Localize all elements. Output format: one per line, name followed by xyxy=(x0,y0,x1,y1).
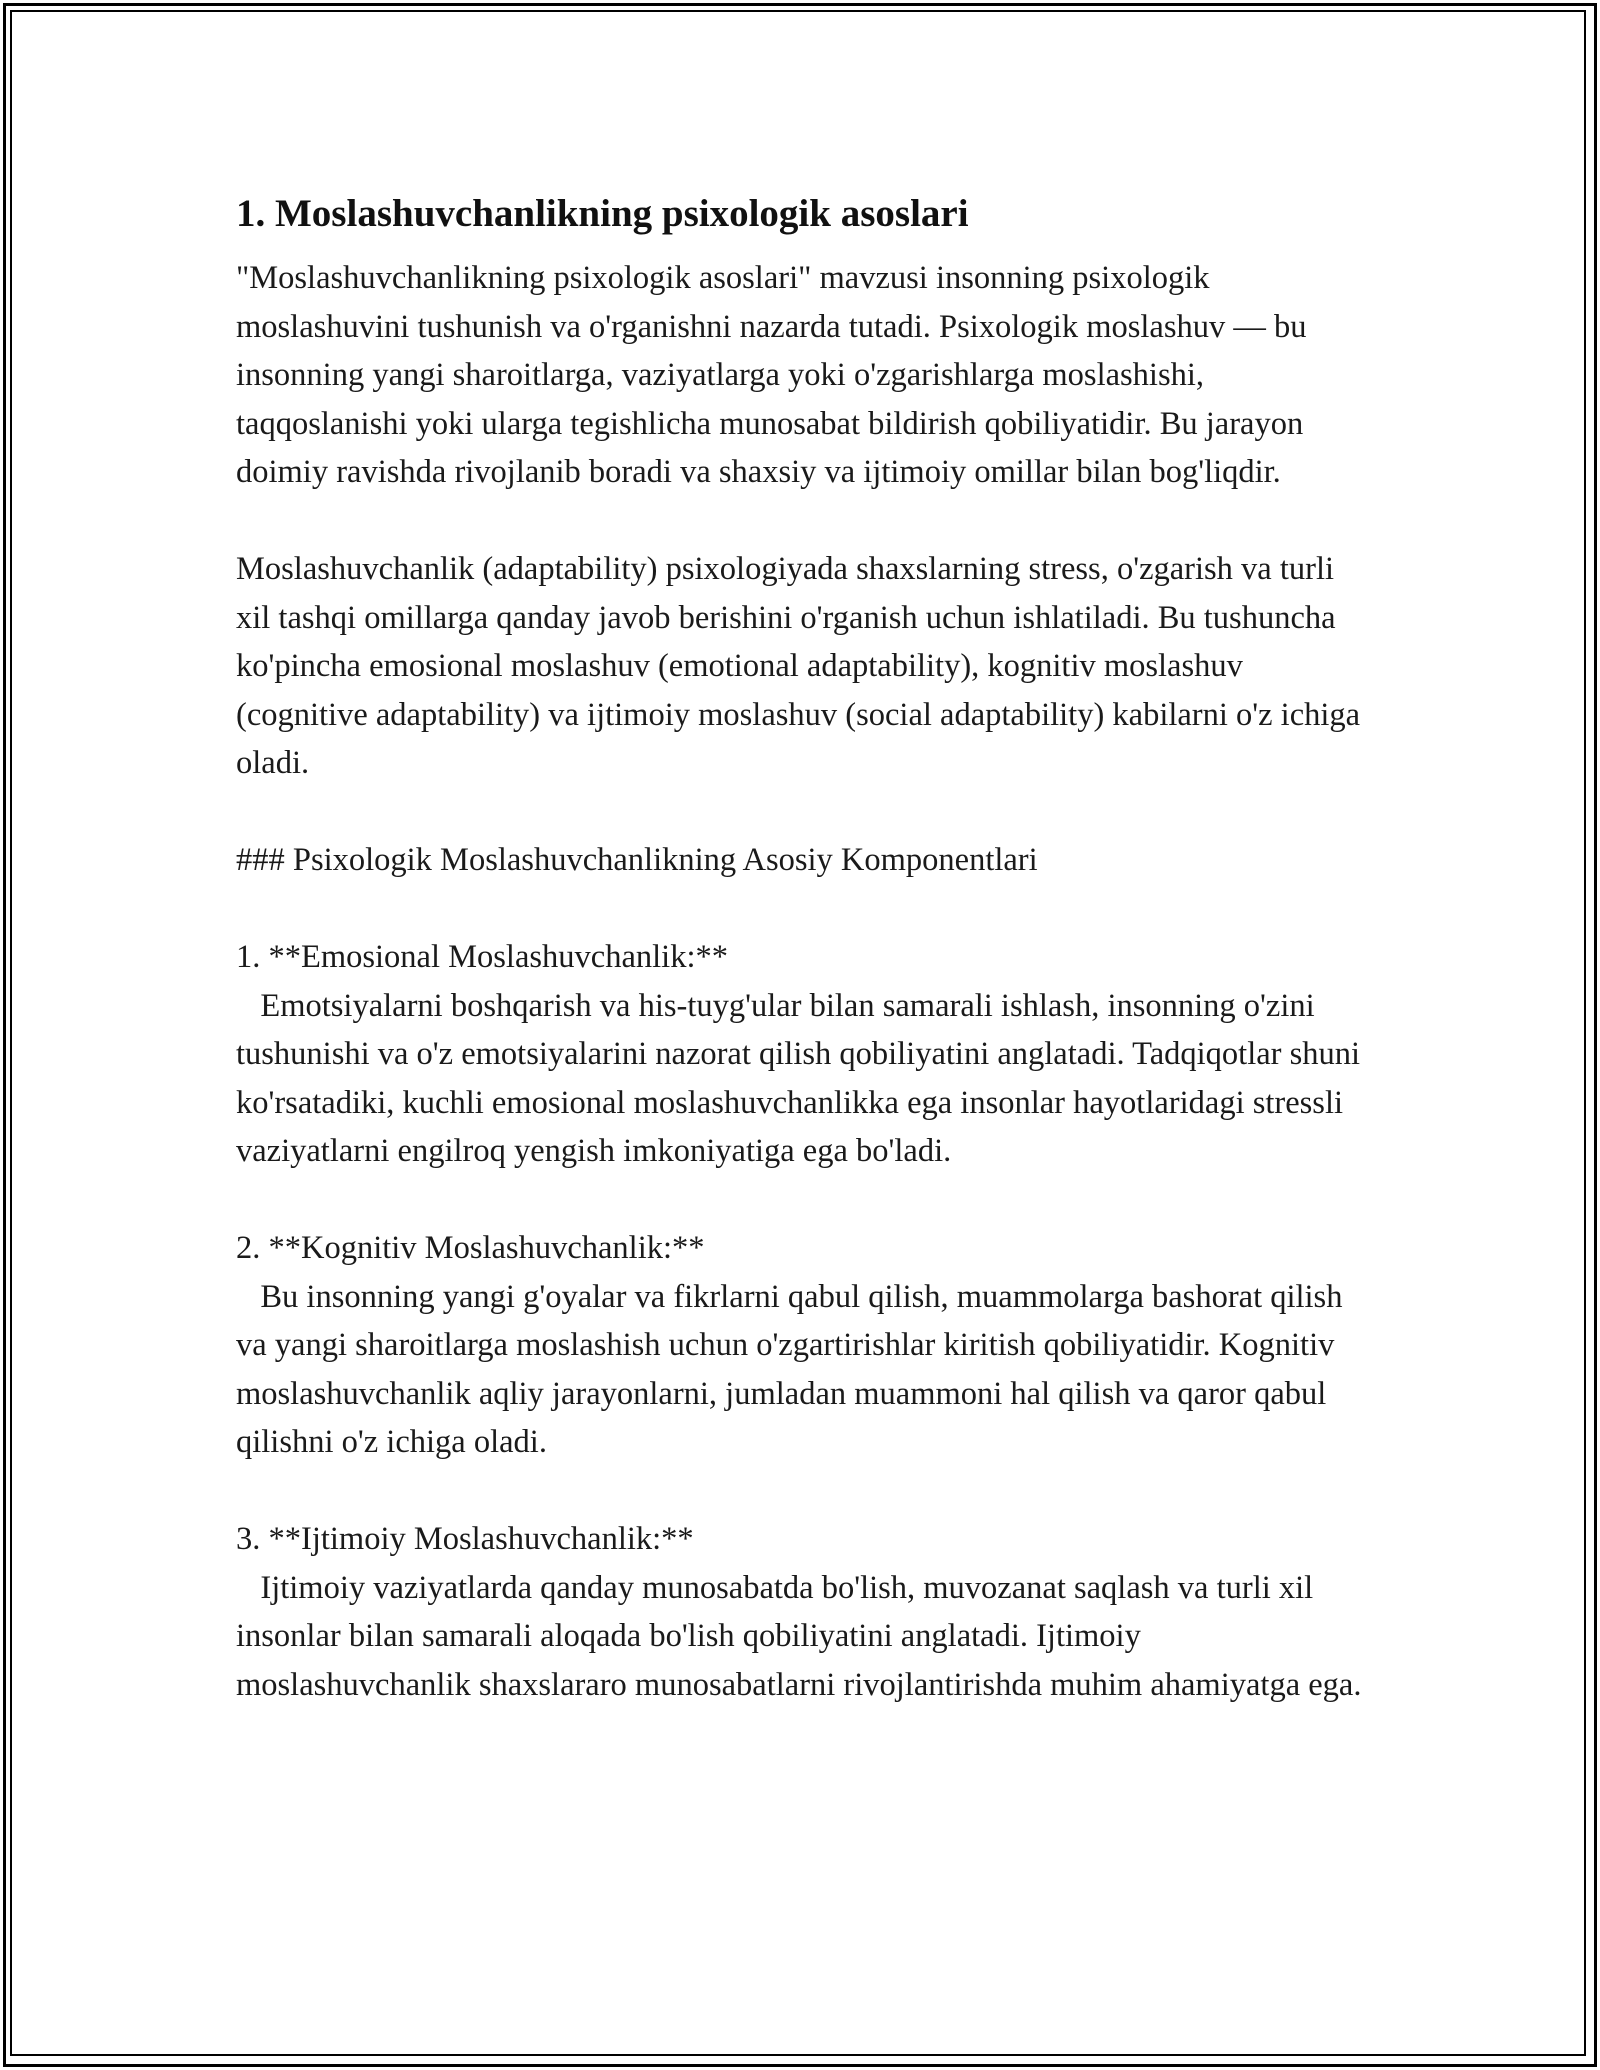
paragraph-spacer xyxy=(236,497,1376,546)
section-heading: ### Psixologik Moslashuvchanlikning Asosiy Komponentlari xyxy=(236,842,1038,878)
paragraph-spacer xyxy=(236,788,1376,837)
paragraph-spacer xyxy=(236,1176,1376,1225)
list-item-cognitive: 2. **Kognitiv Moslashuvchanlik:** Bu insonning yangi g'oyalar va fikrlarni qabul qilish, muammolarga bashorat qilish va yangi sharoitlarga moslashish uchun o'zgartirishlar kiritish qobiliyatidir. Kognitiv moslashuvchanlik aqliy jarayonlarni, jumladan muammoni hal qilish va qaror qabul qilishni o'z ichiga oladi. xyxy=(236,1230,1343,1460)
paragraph-spacer xyxy=(236,1467,1376,1516)
adaptability-paragraph: Moslashuvchanlik (adaptability) psixologiyada shaxslarning stress, o'zgarish va turli xil tashqi omillarga qanday javob berishini o'rganish uchun ishlatiladi. Bu tushuncha ko'pincha emosional moslashuv (emotional adaptability), kognitiv moslashuv (cognitive adaptability) va ijtimoiy moslashuv (social adaptability) kabilarni o'z ichiga oladi. xyxy=(236,551,1369,781)
document-body xyxy=(236,186,1376,1709)
list-item-emotional: 1. **Emosional Moslashuvchanlik:** Emotsiyalarni boshqarish va his-tuyg'ular bilan samarali ishlash, insonning o'zini tushunishi va o'z emotsiyalarini nazorat qilish qobiliyatini anglatadi. Tadqiqotlar shuni ko'rsatadiki, kuchli emosional moslashuvchanlikka ega insonlar hayotlaridagi stressli vaziyatlarni engilroq yengish imkoniyatiga ega bo'ladi. xyxy=(236,939,1361,1169)
list-item-social: 3. **Ijtimoiy Moslashuvchanlik:** Ijtimoiy vaziyatlarda qanday munosabatda bo'lish, muvozanat saqlash va turli xil insonlar bilan samarali aloqada bo'lish qobiliyatini anglatadi. Ijtimoiy moslashuvchanlik shaxslararo munosabatlarni rivojlantirishda muhim ahamiyatga ega. xyxy=(236,1521,1362,1703)
paragraph-spacer xyxy=(236,885,1376,934)
document-title: 1. Moslashuvchanlikning psixologik asoslari xyxy=(236,192,969,235)
intro-paragraph: "Moslashuvchanlikning psixologik asoslari" mavzusi insonning psixologik moslashuvini tushunish va o'rganishni nazarda tutadi. Psixologik moslashuv — bu insonning yangi sharoitlarga, vaziyatlarga yoki o'zgarishlarga moslashishi, taqqoslanishi yoki ularga tegishlicha munosabat bildirish qobiliyatidir. Bu jarayon doimiy ravishda rivojlanib boradi va shaxsiy va ijtimoiy omillar bilan bog'liqdir. xyxy=(236,260,1315,490)
